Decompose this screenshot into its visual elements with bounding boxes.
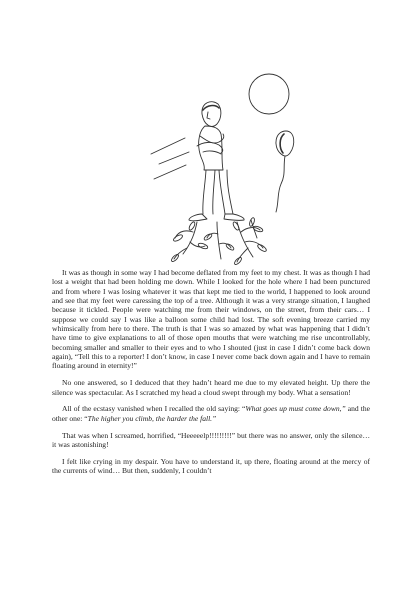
story-text [52,268,370,483]
balloon-string [276,156,285,212]
paragraph-text: and the other one: “ [52,404,370,423]
paragraph-text: All of the ecstasy vanished when I recalled the old saying: “ [62,404,246,414]
man-torso [199,126,223,170]
plant-left [170,221,208,262]
wind-line [154,165,186,179]
quote-text: The higher you climb, the harder the fall.” [87,413,217,423]
balloon-shape [276,131,294,156]
man-shoe [189,214,207,221]
plant-right [232,217,267,266]
paragraph: It was as though in some way I had become deflated from my feet to my chest. It was as though I had lost a weight that had been holding me down. While I looked for the hole where I had been punctured and from where I was losing whatever it was that kept me tied to the world, I happened to look around and see that my feet were caressing the top of a tree. Although it was a very strange situation, I laughed because it tickled. People were watching me from their windows, on the street, from their cars… I suppose we could say I was like a balloon some child had lost. The soft evening breeze carried my whimsically from here to there. The truth is that I was so amazed by what was happening that I didn’t have time to give explanations to all of those open mouths that were watching me rise uncontrollably, becoming smaller and smaller to their eyes and to who I shouted (just in case I didn’t come back down again), “Tell this to a reporter! I don’t know, in case I never come back down again and I have to remain floating around in eternity!” [52,268,370,371]
man-shoe [224,214,244,220]
man-leg [219,170,225,214]
man-leg [213,170,215,214]
paragraph [52,404,370,423]
paragraph: I felt like crying in my despair. You have to understand it, up there, floating around at the mercy of the currents of wind… But then, suddenly, I couldn’t [52,456,370,476]
wind-line [151,138,185,154]
paragraph: That was when I screamed, horrified, “Heeeeelp!!!!!!!!!” but there was no answer, only the silence… it was astonishing! [52,430,370,449]
man-leg [203,170,206,214]
quote-text: What goes up must come down,” [245,404,346,414]
wind-line [159,152,189,164]
plant-center [203,222,235,259]
floating-man-illustration [145,62,320,267]
moon-circle [249,74,289,114]
paragraph: No one answered, so I deduced that they hadn’t heard me due to my elevated height. Up there the silence was spectacular. As I scratched my head a cloud swept through my body. What a sensation! [52,378,370,397]
